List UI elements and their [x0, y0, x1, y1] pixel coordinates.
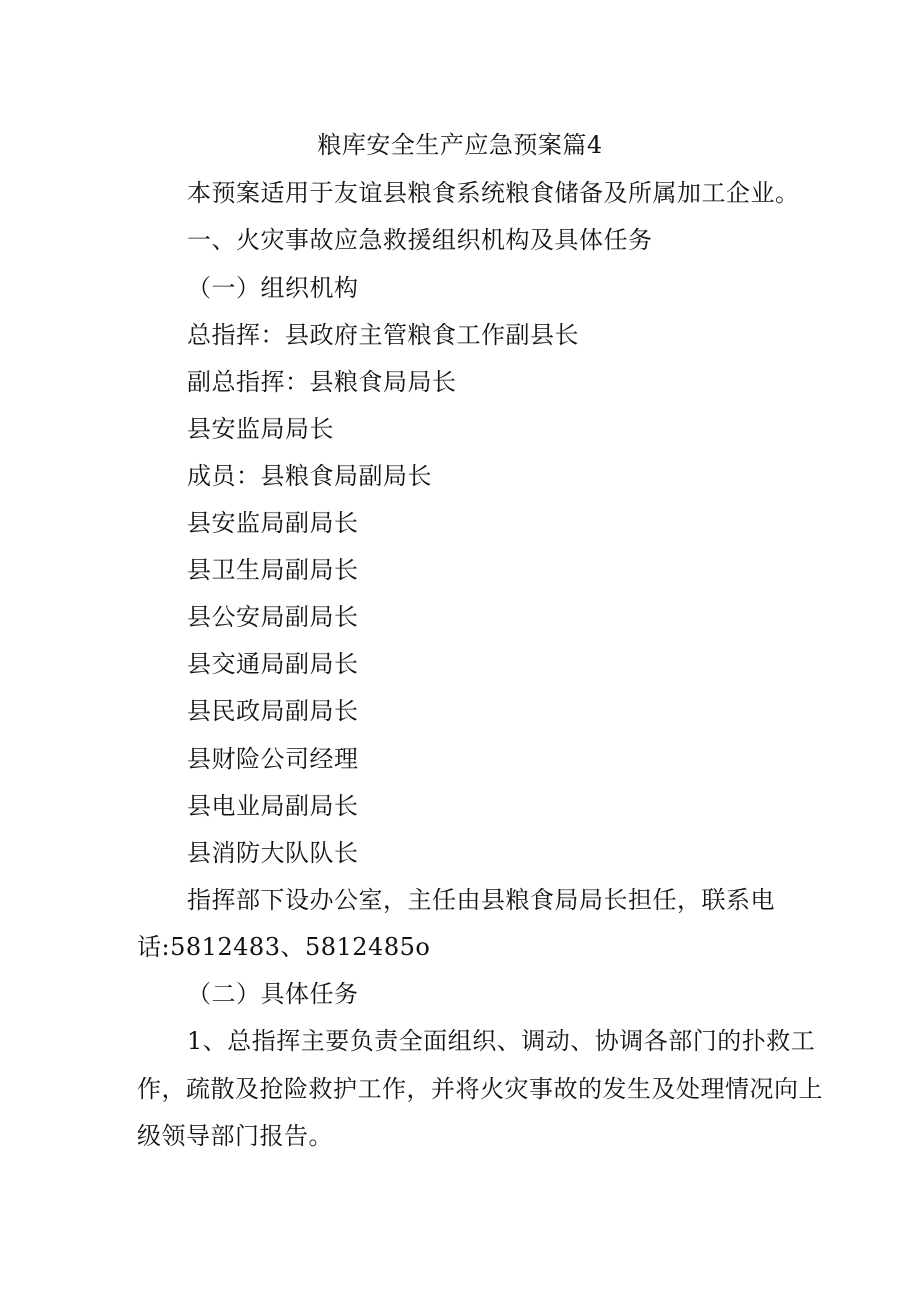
- text-line-members: 成员：县粮食局副局长: [187, 462, 432, 490]
- task-paragraph-line: 1、总指挥主要负责全面组织、调动、协调各部门的扑救工: [187, 1027, 816, 1055]
- subsection-heading-organization: （一）组织机构: [187, 274, 359, 302]
- text-line-commander: 总指挥：县政府主管粮食工作副县长: [187, 321, 579, 349]
- section-heading-fire-rescue: 一、火灾事故应急救援组织机构及具体任务: [187, 226, 653, 254]
- text-line-member: 县安监局副局长: [187, 509, 359, 537]
- text-line-member: 县民政局副局长: [187, 697, 359, 725]
- text-line-deputy-commander-2: 县安监局局长: [187, 415, 334, 443]
- text-line-member: 县电业局副局长: [187, 792, 359, 820]
- task-paragraph-line: 级领导部门报告。: [137, 1122, 333, 1150]
- text-line-member: 县公安局副局长: [187, 603, 359, 631]
- scope-paragraph: 本预案适用于友谊县粮食系统粮食储备及所属加工企业。: [187, 179, 800, 207]
- subsection-heading-tasks: （二）具体任务: [187, 980, 359, 1008]
- text-line-deputy-commander: 副总指挥：县粮食局局长: [187, 368, 457, 396]
- task-paragraph-line: 作，疏散及抢险救护工作，并将火灾事故的发生及处理情况向上: [137, 1075, 823, 1103]
- text-line-member: 县消防大队队长: [187, 839, 359, 867]
- text-line-member: 县卫生局副局长: [187, 556, 359, 584]
- text-line-member: 县交通局副局长: [187, 650, 359, 678]
- document-title: 粮库安全生产应急预案篇4: [317, 131, 603, 159]
- text-line-member: 县财险公司经理: [187, 745, 359, 773]
- text-line-phone: 话:5812483、5812485o: [137, 933, 431, 961]
- text-line-office: 指挥部下设办公室，主任由县粮食局局长担任，联系电: [187, 886, 775, 914]
